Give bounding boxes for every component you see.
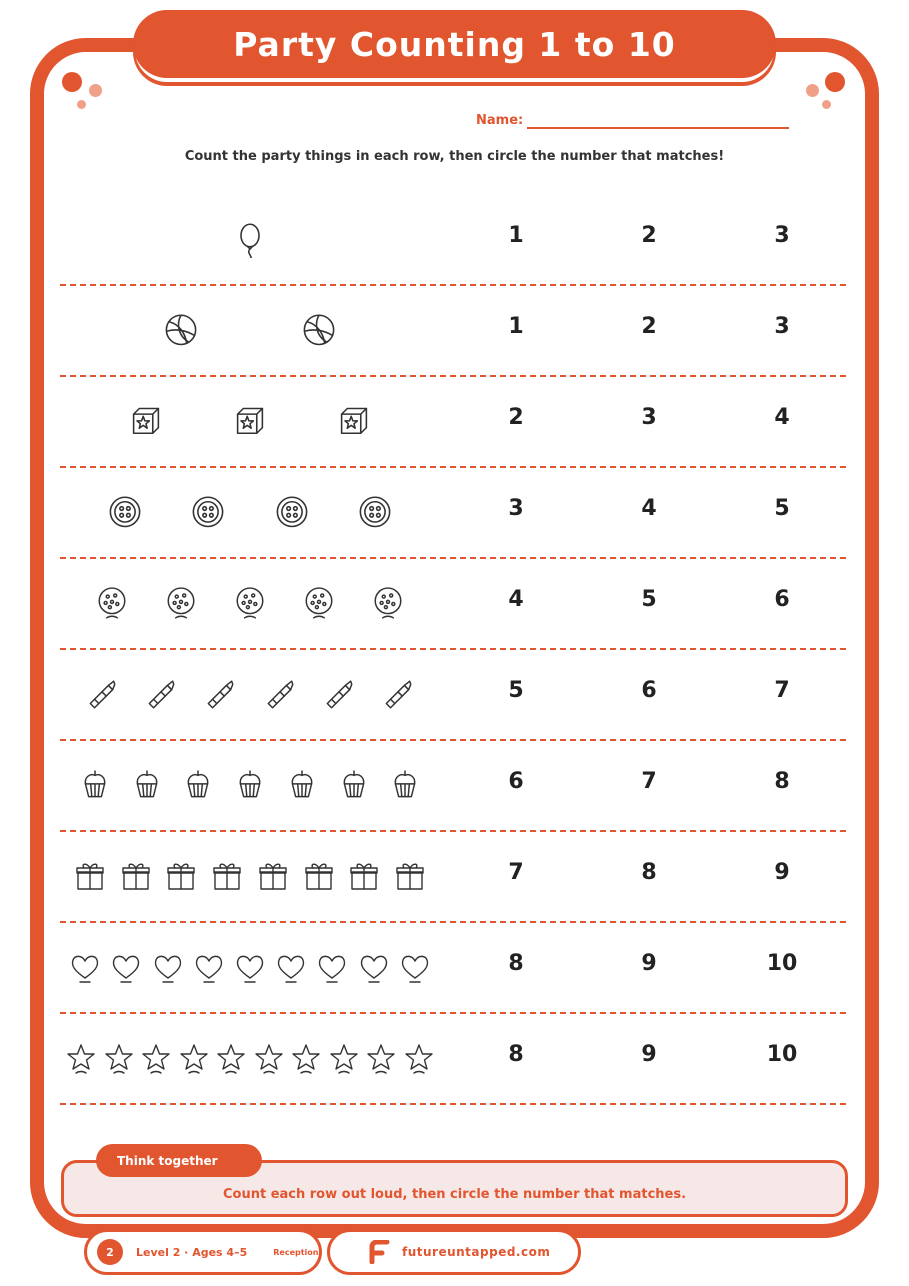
number-option[interactable]: 7 [641,769,657,794]
number-option[interactable]: 10 [766,951,798,976]
decor-dot [825,72,845,92]
number-option[interactable]: 6 [508,769,524,794]
number-option[interactable]: 8 [508,951,524,976]
row-icons [60,650,440,739]
counting-row [60,650,846,741]
number-option[interactable]: 6 [774,587,790,612]
star-icon [403,1043,435,1075]
number-option[interactable]: 8 [641,860,657,885]
row-icons [60,559,440,648]
number-option[interactable]: 1 [508,314,524,339]
balloon-icon [232,222,268,258]
star-icon [253,1043,285,1075]
cupcake-icon [337,769,371,803]
cupcake-icon [130,769,164,803]
number-option[interactable]: 3 [641,405,657,430]
heart-icon [234,952,266,984]
counting-row [60,377,846,468]
instructions: Count the party things in each row, then circle the number that matches! [184,149,725,164]
cupcake-icon [233,769,267,803]
page-number: 2 [97,1239,123,1265]
gift-icon [165,861,197,893]
number-option[interactable]: 10 [766,1042,798,1067]
footer-level-pill [84,1229,322,1275]
think-together-text: Count each row out loud, then circle the number that matches. [222,1187,687,1202]
decor-dot [62,72,82,92]
heart-icon [110,952,142,984]
number-option[interactable]: 3 [774,223,790,248]
star-icon [290,1043,322,1075]
crayon-icon [263,678,297,712]
heart-icon [275,952,307,984]
star-icon [215,1043,247,1075]
row-icons [60,832,440,921]
row-icons [60,1014,440,1103]
star-icon [178,1043,210,1075]
gift-icon [120,861,152,893]
number-option[interactable]: 5 [641,587,657,612]
number-option[interactable]: 2 [641,223,657,248]
row-icons [60,468,440,557]
decor-dot [77,100,86,109]
number-option[interactable]: 3 [774,314,790,339]
counting-row [60,741,846,832]
number-option[interactable]: 4 [508,587,524,612]
gift-icon [394,861,426,893]
number-option[interactable]: 4 [774,405,790,430]
gift-icon [303,861,335,893]
brand-url[interactable]: futureuntapped.com [402,1245,551,1259]
name-field[interactable] [527,127,789,129]
dashed-divider [60,1103,846,1105]
star-icon [65,1043,97,1075]
cookie-icon [164,587,198,621]
gift-icon [74,861,106,893]
cookie-icon [302,587,336,621]
decor-dot [89,84,102,97]
number-option[interactable]: 4 [641,496,657,521]
star-icon [365,1043,397,1075]
title-banner [133,10,776,78]
f-logo-icon [368,1240,390,1264]
number-option[interactable]: 9 [774,860,790,885]
row-icons [60,195,440,284]
row-icons [60,923,440,1012]
cookie-icon [233,587,267,621]
row-icons [60,741,440,830]
gift-icon [257,861,289,893]
heart-icon [69,952,101,984]
cookie-icon [95,587,129,621]
heart-icon [152,952,184,984]
star-icon [103,1043,135,1075]
crayon-icon [144,678,178,712]
decor-dot [806,84,819,97]
row-icons [60,377,440,466]
button-icon [190,495,226,531]
number-option[interactable]: 7 [774,678,790,703]
crayon-icon [85,678,119,712]
star-block-icon [336,404,372,440]
counting-row [60,923,846,1014]
decor-dot [822,100,831,109]
number-option[interactable]: 5 [774,496,790,521]
beach-ball-icon [163,313,199,349]
crayon-icon [381,678,415,712]
heart-icon [193,952,225,984]
heart-icon [316,952,348,984]
button-icon [107,495,143,531]
number-option[interactable]: 3 [508,496,524,521]
number-option[interactable]: 9 [641,1042,657,1067]
number-option[interactable]: 8 [508,1042,524,1067]
counting-row [60,1014,846,1105]
counting-row [60,195,846,286]
number-option[interactable]: 2 [508,405,524,430]
think-together-label: Think together [96,1144,262,1177]
gift-icon [211,861,243,893]
heart-icon [358,952,390,984]
crayon-icon [203,678,237,712]
star-icon [140,1043,172,1075]
star-block-icon [128,404,164,440]
cupcake-icon [181,769,215,803]
counting-row [60,286,846,377]
number-option[interactable]: 7 [508,860,524,885]
number-option[interactable]: 8 [774,769,790,794]
cookie-icon [371,587,405,621]
cupcake-icon [388,769,422,803]
star-icon [328,1043,360,1075]
button-icon [274,495,310,531]
crayon-icon [322,678,356,712]
star-block-icon [232,404,268,440]
gift-icon [348,861,380,893]
number-option[interactable]: 5 [508,678,524,703]
page-title: Party Counting 1 to 10 [233,24,676,64]
heart-icon [399,952,431,984]
button-icon [357,495,393,531]
number-option[interactable]: 6 [641,678,657,703]
cupcake-icon [78,769,112,803]
counting-row [60,559,846,650]
footer-brand-pill [327,1229,581,1275]
cupcake-icon [285,769,319,803]
beach-ball-icon [301,313,337,349]
stage-text: Reception [273,1247,319,1257]
number-option[interactable]: 9 [641,951,657,976]
number-option[interactable]: 1 [508,223,524,248]
level-text: Level 2 · Ages 4–5 [136,1245,248,1259]
counting-row [60,468,846,559]
name-label: Name: [476,113,524,128]
counting-row [60,832,846,923]
number-option[interactable]: 2 [641,314,657,339]
row-icons [60,286,440,375]
